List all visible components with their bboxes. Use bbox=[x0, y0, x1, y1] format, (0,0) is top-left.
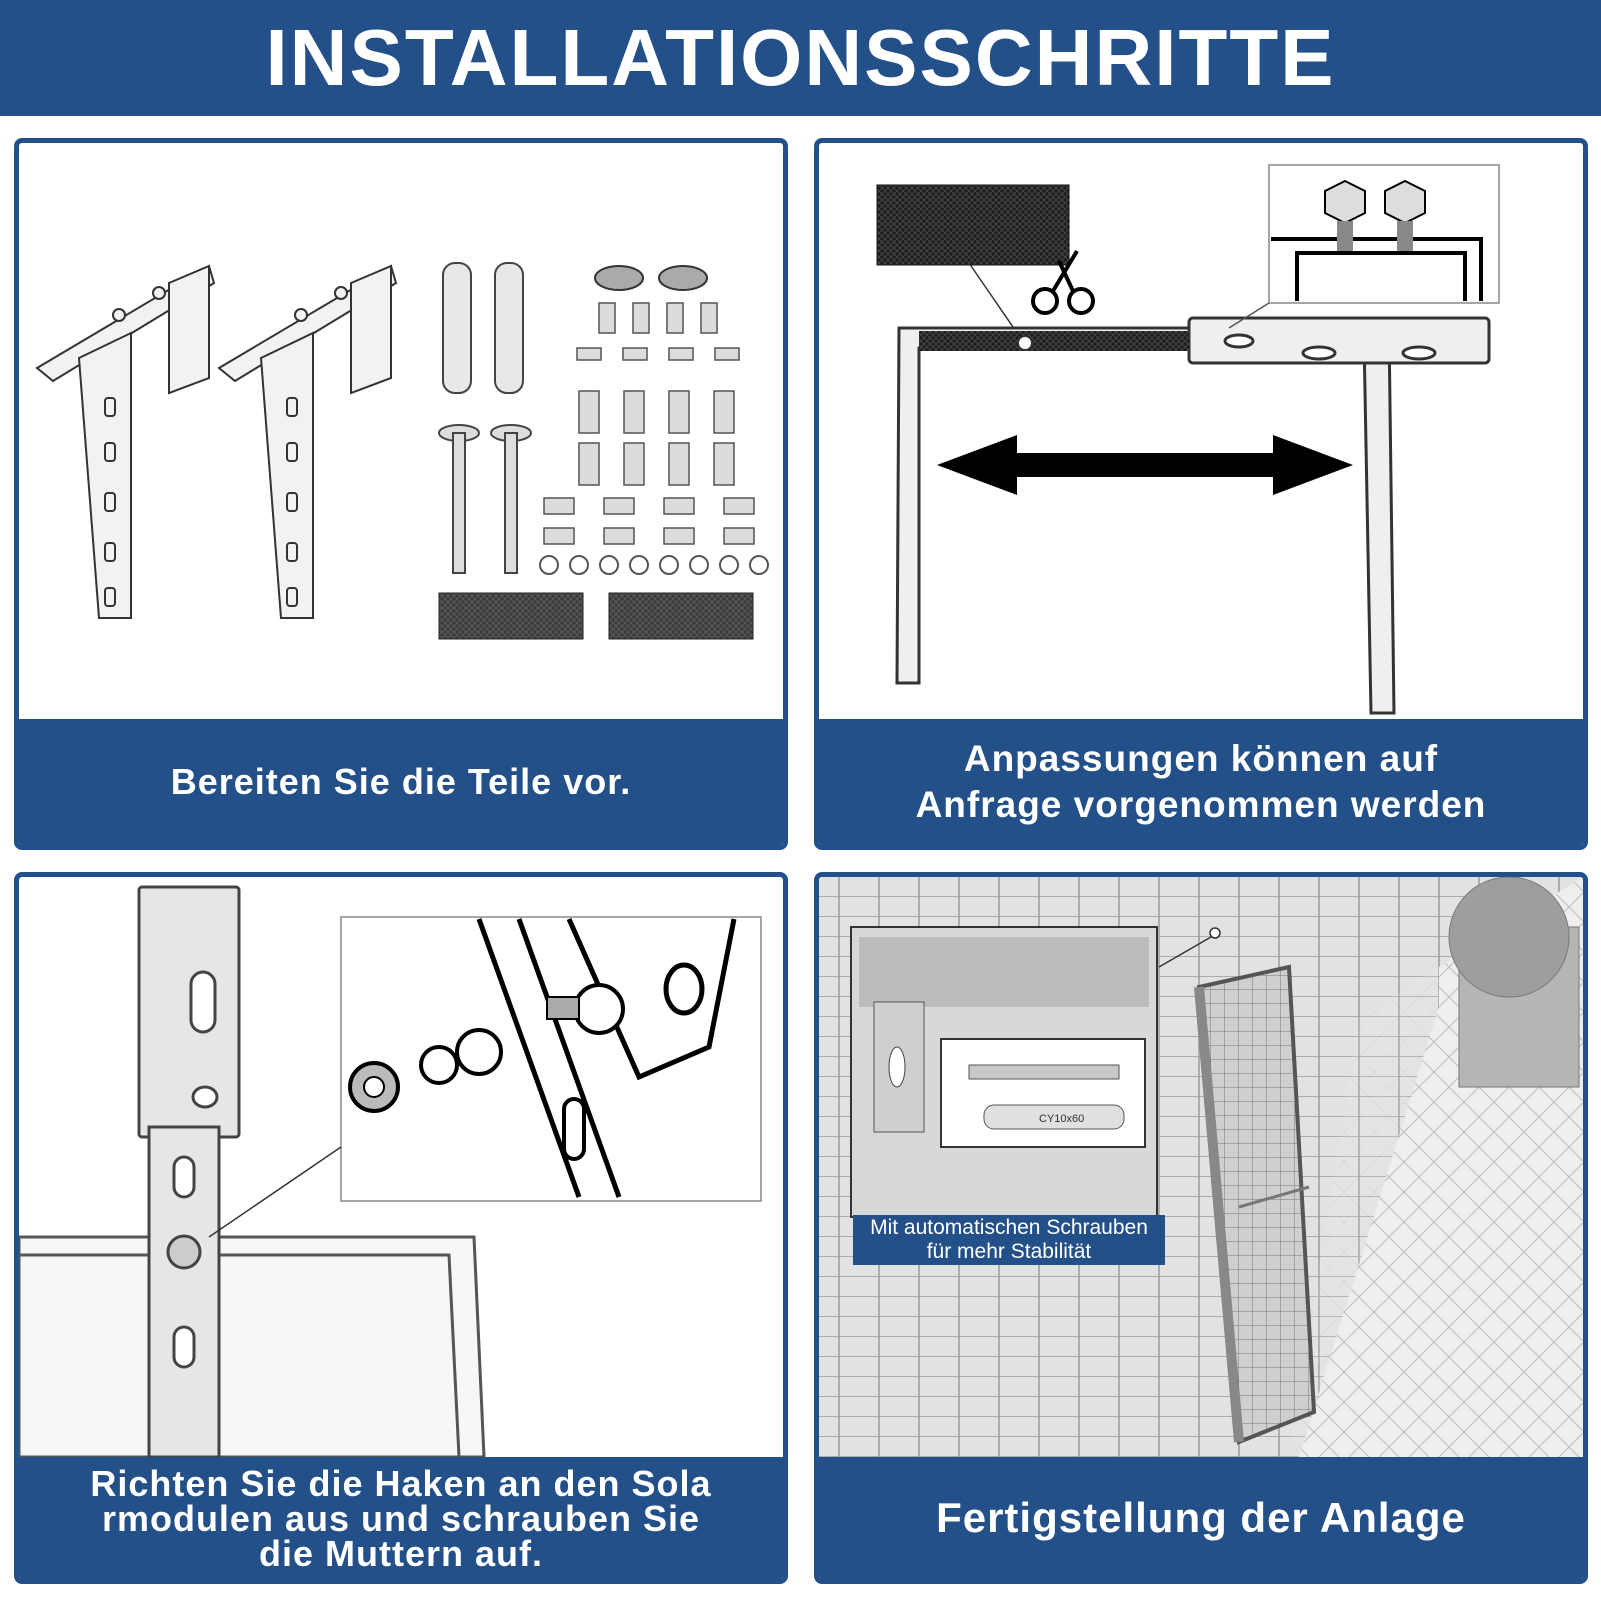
step-3-caption bbox=[19, 1457, 783, 1579]
header-banner bbox=[0, 0, 1601, 116]
nut-detail-inset bbox=[209, 917, 761, 1237]
lag-screws bbox=[439, 425, 531, 573]
large-washers bbox=[595, 266, 707, 290]
step-3-caption-line-2: rmodulen aus und schrauben Sie bbox=[101, 1497, 701, 1539]
step-1-caption bbox=[19, 719, 783, 845]
foam-pad-right bbox=[609, 593, 753, 639]
foam-pad bbox=[877, 185, 1069, 265]
lock-washers bbox=[540, 556, 768, 574]
inset-caption bbox=[853, 1215, 1165, 1265]
screw-detail-inset bbox=[1229, 165, 1499, 328]
page-title: INSTALLATIONSSCHRITTE bbox=[265, 13, 1336, 102]
step-3-panel bbox=[14, 872, 788, 1584]
adjust-double-arrow-icon bbox=[937, 435, 1353, 495]
solar-panel-frame bbox=[19, 1237, 484, 1457]
inset-caption-line-2: für mehr Stabilität bbox=[926, 1240, 1092, 1263]
step-4-caption bbox=[819, 1457, 1583, 1579]
bracket-right bbox=[219, 266, 396, 618]
step-2-panel bbox=[814, 138, 1588, 850]
step-2-caption bbox=[819, 719, 1583, 845]
step-4-panel bbox=[814, 872, 1588, 1584]
parts-illustration bbox=[19, 143, 783, 719]
installation-scene bbox=[819, 877, 1583, 1457]
foam-strip bbox=[919, 331, 1189, 351]
step-4-caption-text: Fertigstellung der Anlage bbox=[936, 1494, 1466, 1541]
foam-pad-left bbox=[439, 593, 583, 639]
hook-alignment-illustration bbox=[19, 877, 783, 1457]
step-2-caption-line-1: Anpassungen können auf bbox=[963, 738, 1439, 779]
inset-caption-line-1: Mit automatischen Schrauben bbox=[870, 1216, 1148, 1239]
step-3-caption-line-3: die Muttern auf. bbox=[258, 1532, 543, 1574]
trees bbox=[1449, 877, 1579, 1087]
anchor-detail-inset bbox=[851, 927, 1157, 1217]
u-bracket bbox=[897, 318, 1489, 713]
adjustable-bracket-illustration bbox=[819, 143, 1583, 719]
anchor-label: CY10x60 bbox=[1039, 1113, 1085, 1125]
step-3-caption-line-1: Richten Sie die Haken an den Sola bbox=[90, 1462, 712, 1504]
step-1-panel bbox=[14, 138, 788, 850]
step-1-caption-text: Bereiten Sie die Teile vor. bbox=[170, 761, 632, 802]
small-hardware bbox=[544, 303, 754, 544]
step-2-caption-line-2: Anfrage vorgenommen werden bbox=[915, 784, 1487, 825]
wall-anchors bbox=[443, 263, 523, 393]
parts-drawing bbox=[19, 143, 783, 719]
bracket-left bbox=[37, 266, 214, 618]
